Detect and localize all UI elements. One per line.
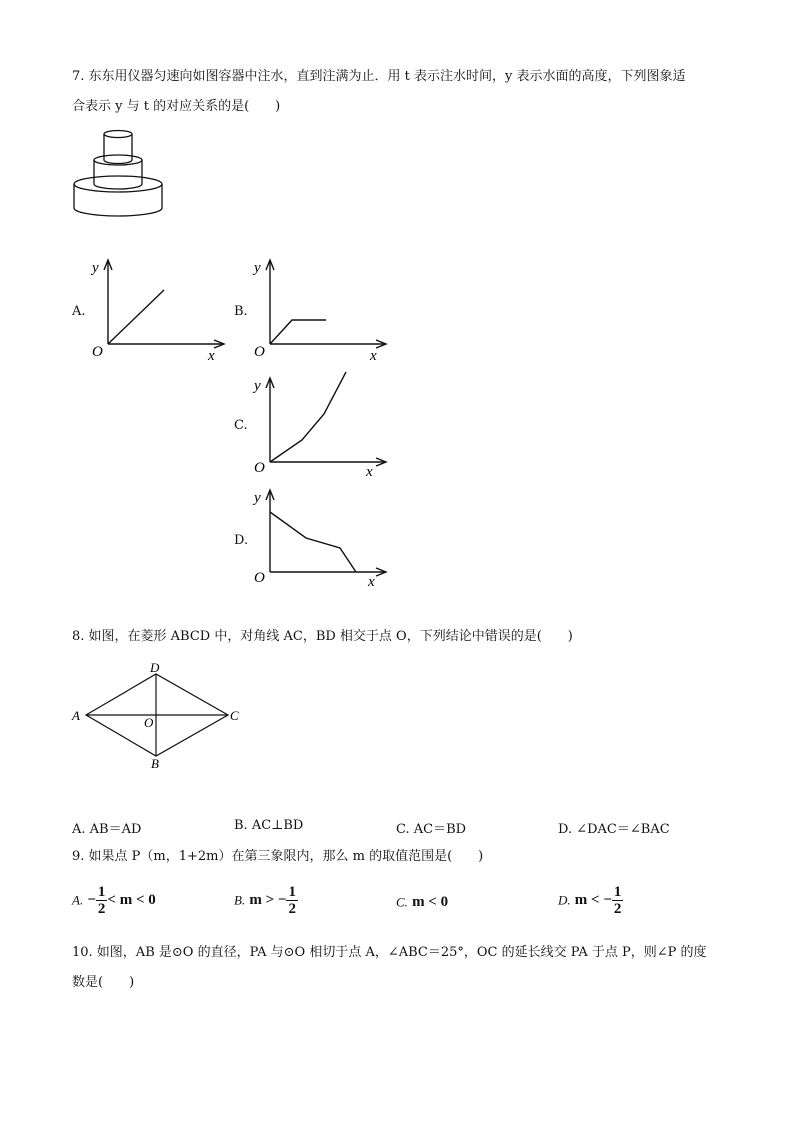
q8-option-d: D. ∠DAC＝∠BAC <box>558 822 670 837</box>
q7-option-d-label: D. <box>234 533 249 548</box>
q8-option-b: B. AC⊥BD <box>234 818 304 833</box>
q9-option-b-label: B. <box>234 892 246 908</box>
q9-option-a <box>72 884 156 917</box>
q7-option-c-graph <box>250 368 390 480</box>
label-d: D <box>150 660 160 675</box>
q7-b-line <box>270 320 326 344</box>
q7-d-x-label: x <box>368 574 375 590</box>
q7-option-b-label: B. <box>234 304 248 319</box>
q9-option-d-label: D. <box>558 892 571 908</box>
q7-option-b-graph <box>250 256 390 362</box>
q9-option-c-label: C. <box>396 894 408 910</box>
q7-text-line2: 合表示 y 与 t 的对应关系的是( ) <box>72 99 281 114</box>
q7-b-origin-label: O <box>254 344 265 360</box>
q8-text: 8. 如图，在菱形 ABCD 中，对角线 AC，BD 相交于点 O，下列结论中错误的是( ) <box>72 629 573 644</box>
q7-option-c-label: C. <box>234 418 248 433</box>
q7-a-y-label: y <box>92 260 99 276</box>
label-c: C <box>230 708 239 723</box>
q7-a-x-label: x <box>208 348 215 362</box>
q9-option-d-pre: m < − <box>574 892 612 908</box>
q8-option-c: C. AC＝BD <box>396 822 467 837</box>
q8-rhombus-figure <box>70 660 250 772</box>
q7-b-y-label: y <box>254 260 261 276</box>
q7-option-d-graph <box>250 486 390 590</box>
q7-c-origin-label: O <box>254 460 265 476</box>
q7-text-line1: 7. 东东用仪器匀速向如图容器中注水，直到注满为止．用 t 表示注水时间，y 表示水面的高度，下列图象适 <box>72 69 686 84</box>
q7-option-a-graph <box>88 256 228 362</box>
q7-c-x-label: x <box>366 464 373 480</box>
label-o: O <box>144 715 154 730</box>
q10-text-line2: 数是( ) <box>72 975 135 990</box>
label-b: B <box>151 756 159 771</box>
q7-d-y-label: y <box>254 490 261 506</box>
q9-text: 9. 如果点 P（m，1+2m）在第三象限内，那么 m 的取值范围是( ) <box>72 849 484 864</box>
q7-d-origin-label: O <box>254 570 265 586</box>
q9-option-b-pre: m > − <box>249 892 287 908</box>
q7-a-origin-label: O <box>92 344 103 360</box>
q7-d-line <box>270 512 356 572</box>
q9-option-b <box>234 884 298 917</box>
q7-c-y-label: y <box>254 378 261 394</box>
q9-option-d <box>558 884 623 917</box>
q9-option-d-fraction: $\frac{1}{2}$ <box>613 884 622 917</box>
q10-text-line1: 10. 如图，AB 是⊙O 的直径，PA 与⊙O 相切于点 A，∠ABC＝25°，OC 的延长线交 PA 于点 P，则∠P 的度 <box>72 945 707 960</box>
q7-a-line <box>108 290 164 344</box>
q8-option-a: A. AB＝AD <box>72 822 142 837</box>
q9-option-a-label: A. <box>72 892 84 908</box>
q9-option-c <box>396 894 448 911</box>
q7-option-a-label: A. <box>72 304 86 319</box>
q9-option-a-post: < m < 0 <box>107 892 156 908</box>
q7-c-line <box>270 372 346 462</box>
q7-b-x-label: x <box>370 348 377 362</box>
q9-option-a-pre: − <box>87 892 96 908</box>
q7-container-figure <box>70 126 170 218</box>
q9-option-b-fraction: $\frac{1}{2}$ <box>288 884 296 917</box>
q9-option-c-expr: m < 0 <box>412 894 449 910</box>
q9-option-a-fraction: $\frac{1}{2}$ <box>97 884 106 917</box>
label-a: A <box>72 708 80 723</box>
